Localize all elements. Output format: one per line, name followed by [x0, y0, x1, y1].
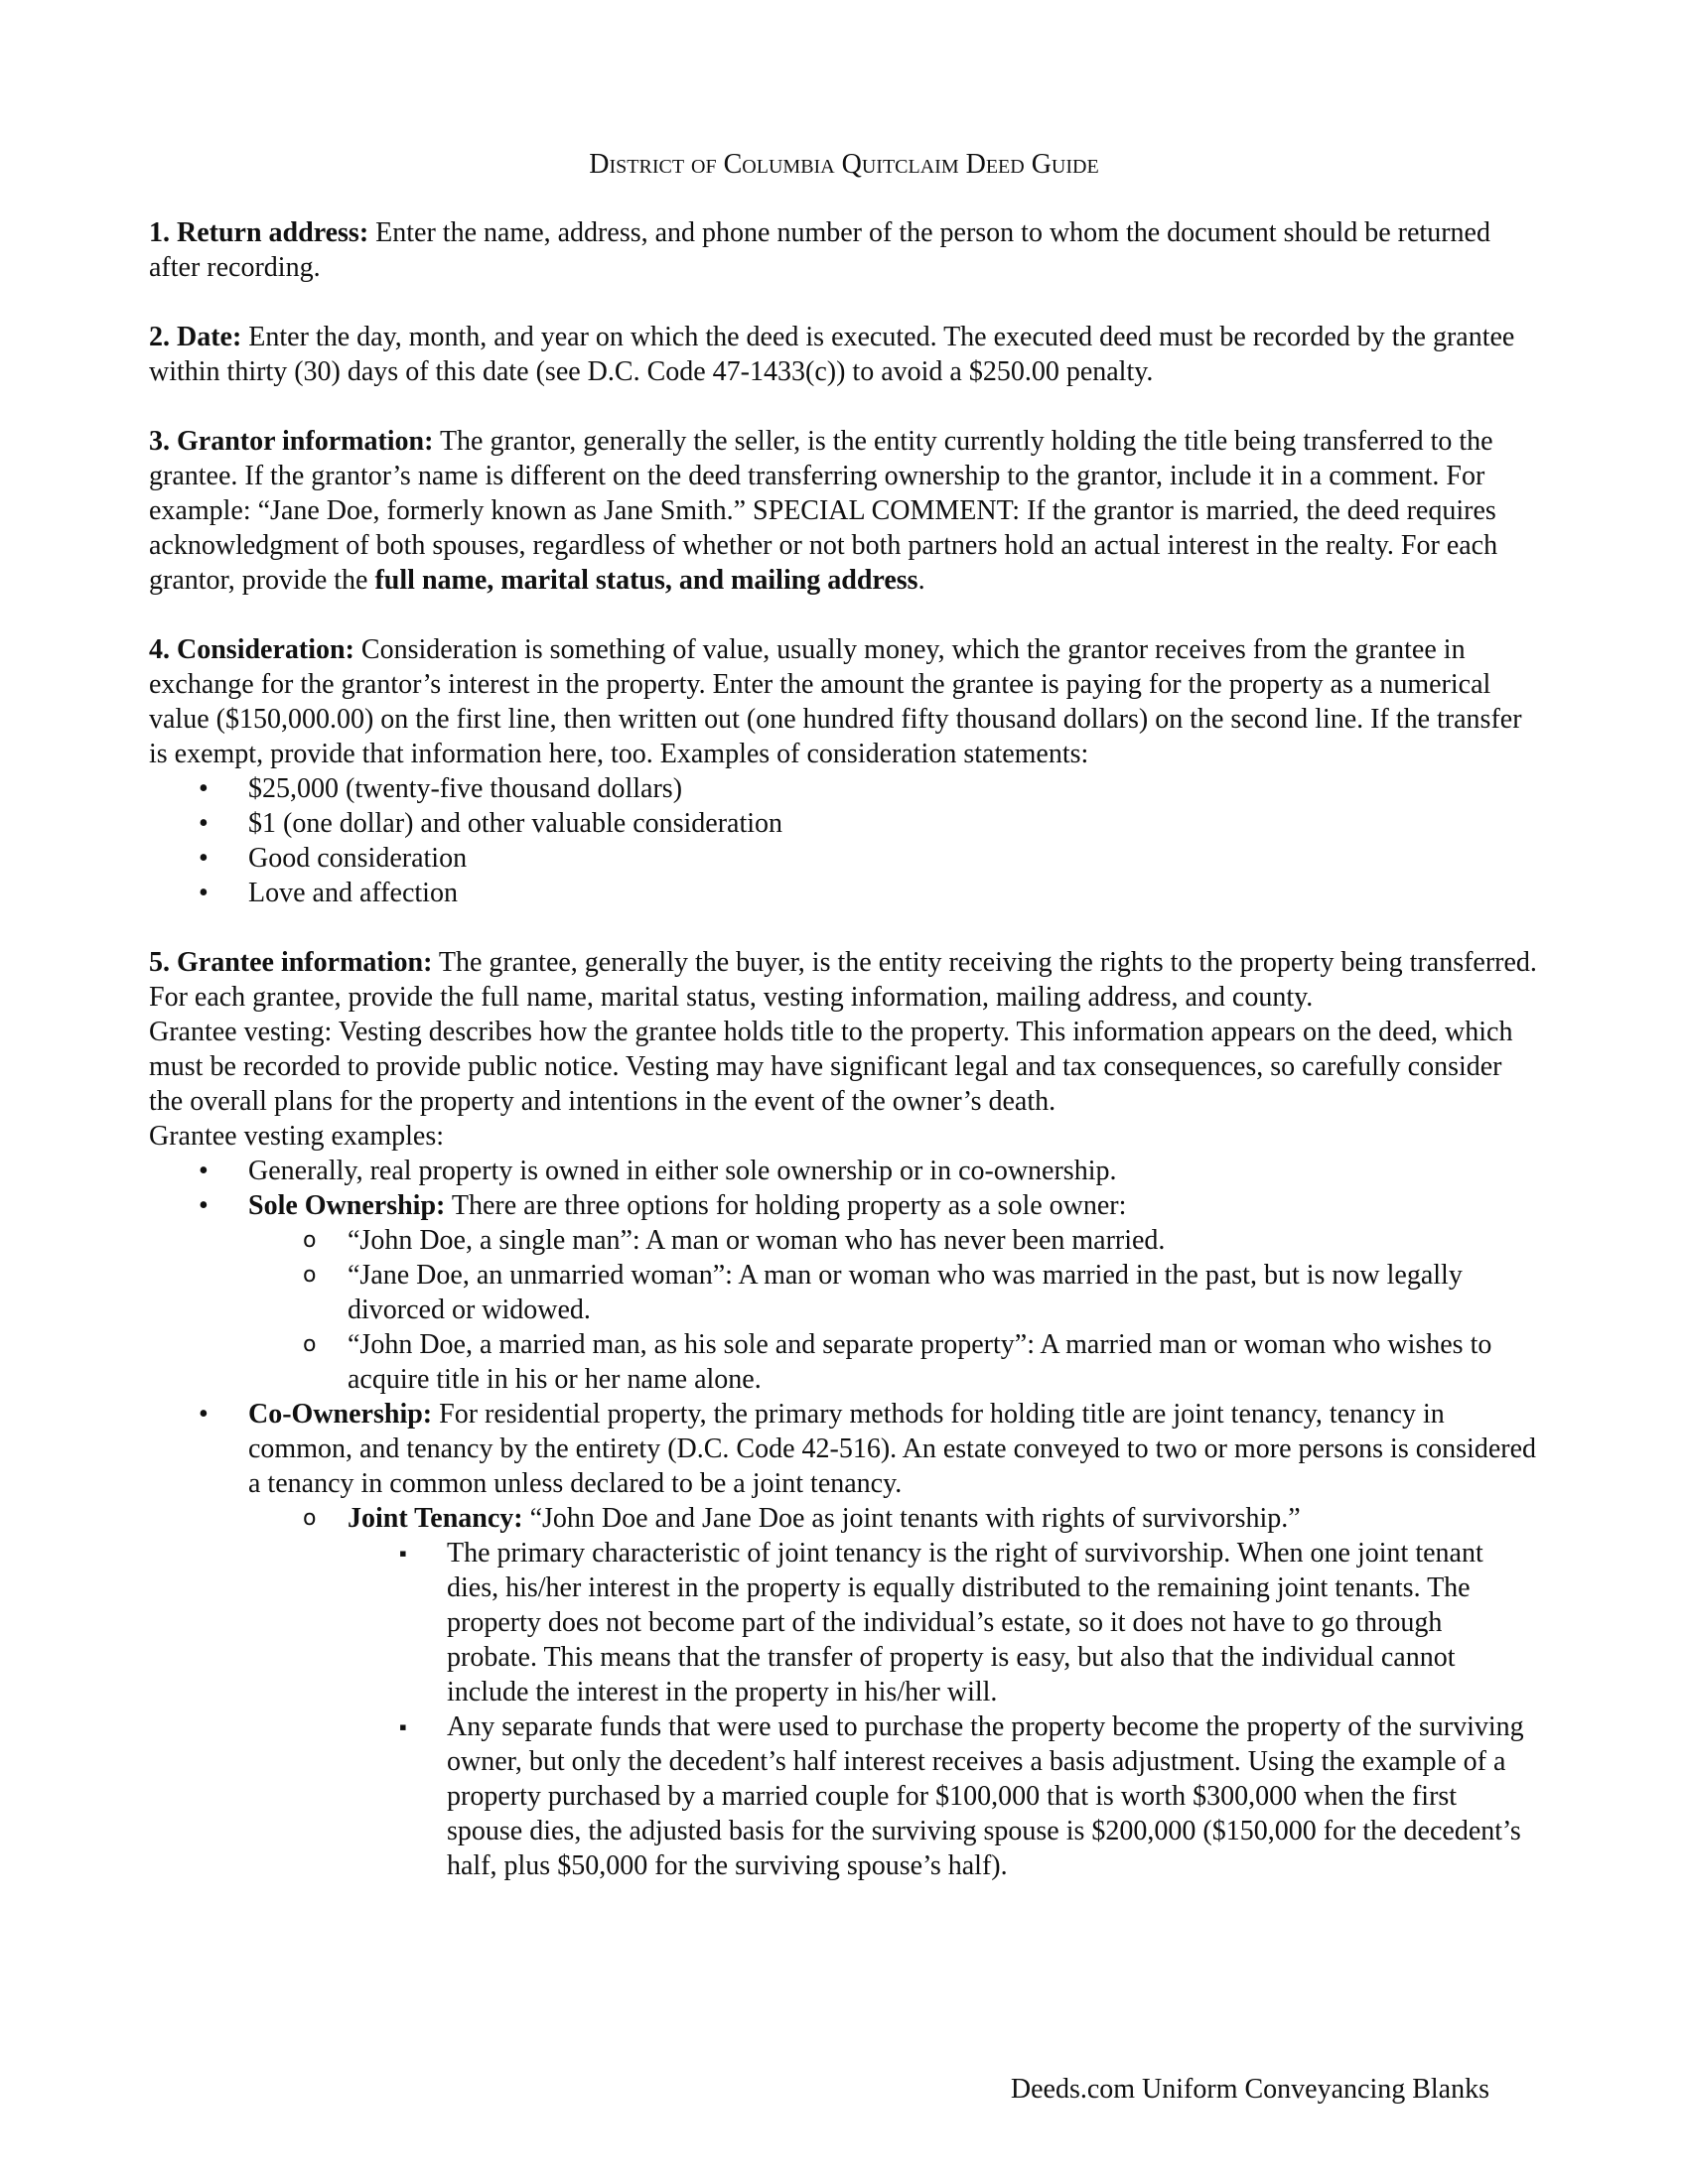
- grantee-vesting-paragraph: Grantee vesting: Vesting describes how the grantee holds title to the property. This information appears on the deed, which must be recorded to provide public notice. Vesting may have significant legal and tax consequences, so carefully consider the overall plans for the property and intentions in the event of the owner’s death.: [149, 1017, 1513, 1117]
- list-item: o “John Doe, a single man”: A man or woman who has never been married.: [348, 1223, 1539, 1258]
- date-heading: 2. Date:: [149, 322, 242, 352]
- return-address-heading: 1. Return address:: [149, 217, 369, 248]
- joint-tenancy-details: [348, 1536, 1539, 1883]
- list-item: ▪ The primary characteristic of joint tenancy is the right of survivorship. When one joint tenant dies, his/her interest in the property is equally distributed to the remaining joint tenants. The property does not become part of the individual’s estate, so it does not have to go through probate. This means that the transfer of property is easy, but also that the individual cannot include the interest in the property in his/her will.: [447, 1536, 1539, 1709]
- sole-ownership-options: [248, 1223, 1539, 1397]
- co-ownership-options: [248, 1501, 1539, 1883]
- list-item: • $25,000 (twenty-five thousand dollars): [248, 771, 1539, 806]
- grantor-text-2: If the grantor is married, the deed requires acknowledgment of both spouses, regardless of whether or not both partners hold an actual interest in the realty. For each grantor, provide the: [149, 495, 1498, 596]
- page-title: [149, 147, 1539, 182]
- list-item: • Good consideration: [248, 841, 1539, 876]
- list-item-joint-tenancy: [348, 1501, 1539, 1883]
- grantor-heading: 3. Grantor information:: [149, 426, 434, 457]
- list-item: • Love and affection: [248, 876, 1539, 910]
- section-grantee: [149, 945, 1539, 1883]
- joint-tenancy-label: Joint Tenancy:: [348, 1503, 523, 1534]
- date-text: Enter the day, month, and year on which the deed is executed. The executed deed must be recorded by the grantee within thirty (30) days of this date (see D.C. Code 47-1433(c)) to avoid a $250.00 penalty.: [149, 322, 1515, 387]
- grantee-text: The grantee, generally the buyer, is the entity receiving the rights to the property being transferred. For each grantee, provide the full name, marital status, vesting information, mailing address, and county.: [149, 947, 1537, 1013]
- consideration-examples-list: [149, 771, 1539, 910]
- list-item-sole-ownership: [248, 1188, 1539, 1397]
- grantor-text-1: The grantor, generally the seller, is the entity currently holding the title being transferred to the grantee. If the grantor’s name is different on the deed transferring ownership to the grantor, include it in a comment. For example: “Jane Doe, formerly known as Jane Smith.”: [149, 426, 1493, 526]
- vesting-list: [149, 1154, 1539, 1883]
- date-paragraph: [149, 320, 1539, 389]
- co-ownership-label: Co-Ownership:: [248, 1399, 433, 1430]
- list-item: o “Jane Doe, an unmarried woman”: A man or woman who was married in the past, but is now legally divorced or widowed.: [348, 1258, 1539, 1327]
- list-item: • $1 (one dollar) and other valuable consideration: [248, 806, 1539, 841]
- list-item: • Generally, real property is owned in either sole ownership or in co-ownership.: [248, 1154, 1539, 1188]
- list-item: o “John Doe, a married man, as his sole and separate property”: A married man or woman who wishes to acquire title in his or her name alone.: [348, 1327, 1539, 1397]
- consideration-heading: 4. Consideration:: [149, 634, 354, 665]
- section-date: [149, 320, 1539, 389]
- grantor-required-fields: full name, marital status, and mailing address: [374, 565, 918, 596]
- consideration-text: Consideration is something of value, usually money, which the grantor receives from the grantee in exchange for the grantor’s interest in the property. Enter the amount the grantee is paying for the property as a numerical value ($150,000.00) on the first line, then written out (one hundred fifty thousand dollars) on the second line. If the transfer is exempt, provide that information here, too. Examples of consideration statements:: [149, 634, 1522, 769]
- grantee-vesting-examples-label: Grantee vesting examples:: [149, 1121, 445, 1152]
- consideration-paragraph: [149, 632, 1539, 771]
- section-consideration: [149, 632, 1539, 910]
- special-comment-label: SPECIAL COMMENT:: [753, 495, 1021, 526]
- section-grantor: [149, 424, 1539, 598]
- grantor-text-3: .: [917, 565, 925, 596]
- section-return-address: [149, 215, 1539, 285]
- return-address-text: Enter the name, address, and phone number of the person to whom the document should be returned after recording.: [149, 217, 1490, 283]
- co-ownership-text: For residential property, the primary methods for holding title are joint tenancy, tenancy in common, and tenancy by the entirety (D.C. Code 42-516). An estate conveyed to two or more persons is considered a tenancy in common unless declared to be a joint tenancy.: [248, 1399, 1537, 1499]
- list-item: ▪ Any separate funds that were used to purchase the property become the property of the surviving owner, but only the decedent’s half interest receives a basis adjustment. Using the example of a property purchased by a married couple for $100,000 that is worth $300,000 when the first spouse dies, the adjusted basis for the surviving spouse is $200,000 ($150,000 for the decedent’s half, plus $50,000 for the surviving spouse’s half).: [447, 1709, 1539, 1883]
- list-item-co-ownership: [248, 1397, 1539, 1883]
- sole-ownership-text: There are three options for holding property as a sole owner:: [445, 1190, 1127, 1221]
- grantee-paragraph: [149, 945, 1539, 1015]
- sole-ownership-label: Sole Ownership:: [248, 1190, 446, 1221]
- page-footer: Deeds.com Uniform Conveyancing Blanks: [1010, 2074, 1489, 2105]
- title-text: District of Columbia Quitclaim Deed Guide: [589, 149, 1099, 180]
- return-address-paragraph: [149, 215, 1539, 285]
- grantee-heading: 5. Grantee information:: [149, 947, 433, 978]
- grantor-paragraph: [149, 424, 1539, 598]
- joint-tenancy-text: “John Doe and Jane Doe as joint tenants with rights of survivorship.”: [522, 1503, 1301, 1534]
